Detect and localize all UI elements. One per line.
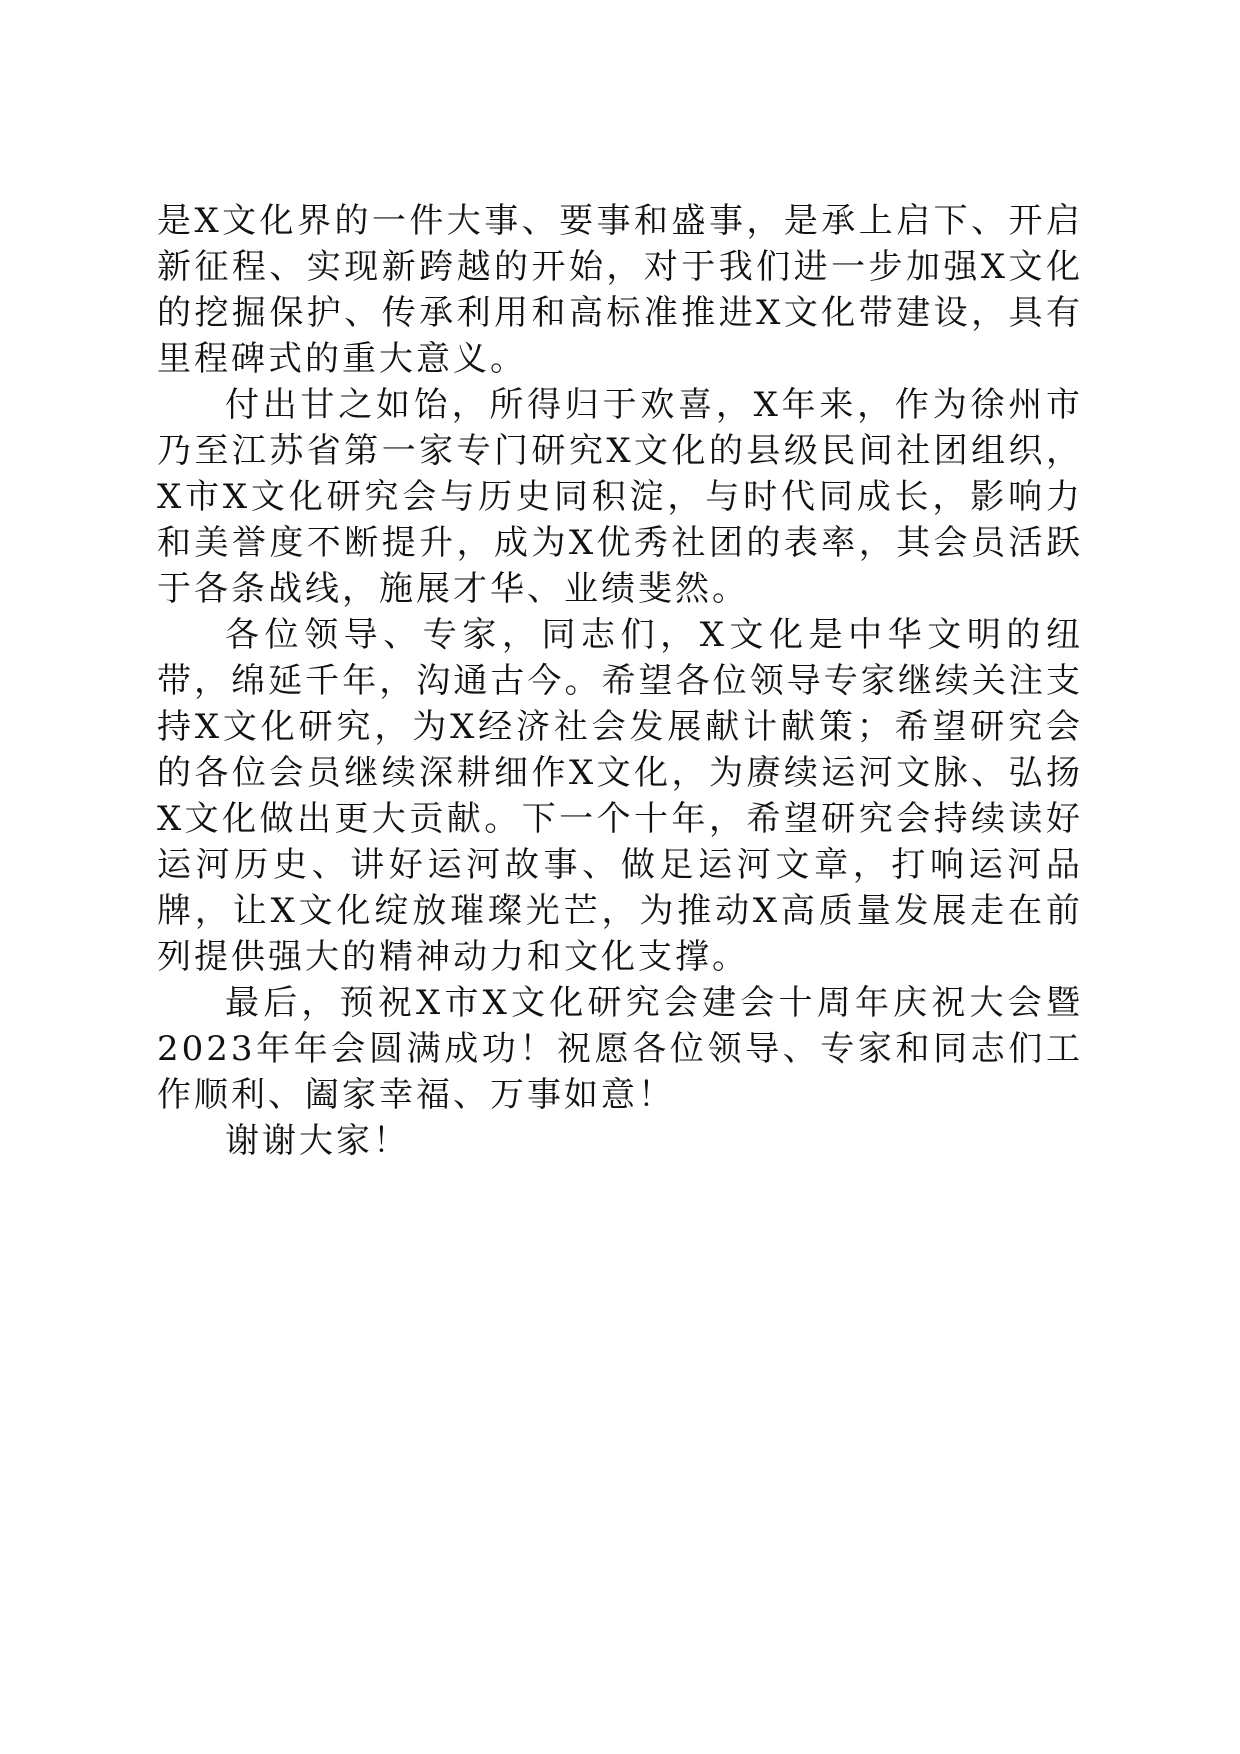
paragraph-achievements: 付出甘之如饴，所得归于欢喜，X年来，作为徐州市乃至江苏省第一家专门研究X文化的县级民间社团组织，X市X文化研究会与历史同积淀，与时代同成长，影响力和美誉度不断提升，成为X优秀社团的表率，其会员活跃于各条战线，施展才华、业绩斐然。 [157,385,1083,609]
paragraph-wishes: 最后，预祝X市X文化研究会建会十周年庆祝大会暨2023年年会圆满成功！祝愿各位领导、专家和同志们工作顺利、阖家幸福、万事如意！ [157,983,1083,1115]
paragraph-hopes: 各位领导、专家，同志们，X文化是中华文明的纽带，绵延千年，沟通古今。希望各位领导专家继续关注支持X文化研究，为X经济社会发展献计献策；希望研究会的各位会员继续深耕细作X文化，为赓续运河文脉、弘扬X文化做出更大贡献。下一个十年，希望研究会持续读好运河历史、讲好运河故事、做足运河文章，打响运河品牌，让X文化绽放璀璨光芒，为推动X高质量发展走在前列提供强大的精神动力和文化支撑。 [157,615,1083,977]
paragraph-significance: 是X文化界的一件大事、要事和盛事，是承上启下、开启新征程、实现新跨越的开始，对于我们进一步加强X文化的挖掘保护、传承利用和高标准推进X文化带建设，具有里程碑式的重大意义。 [157,201,1083,379]
document-body [157,198,1083,1164]
paragraph-thanks: 谢谢大家！ [225,1121,410,1161]
